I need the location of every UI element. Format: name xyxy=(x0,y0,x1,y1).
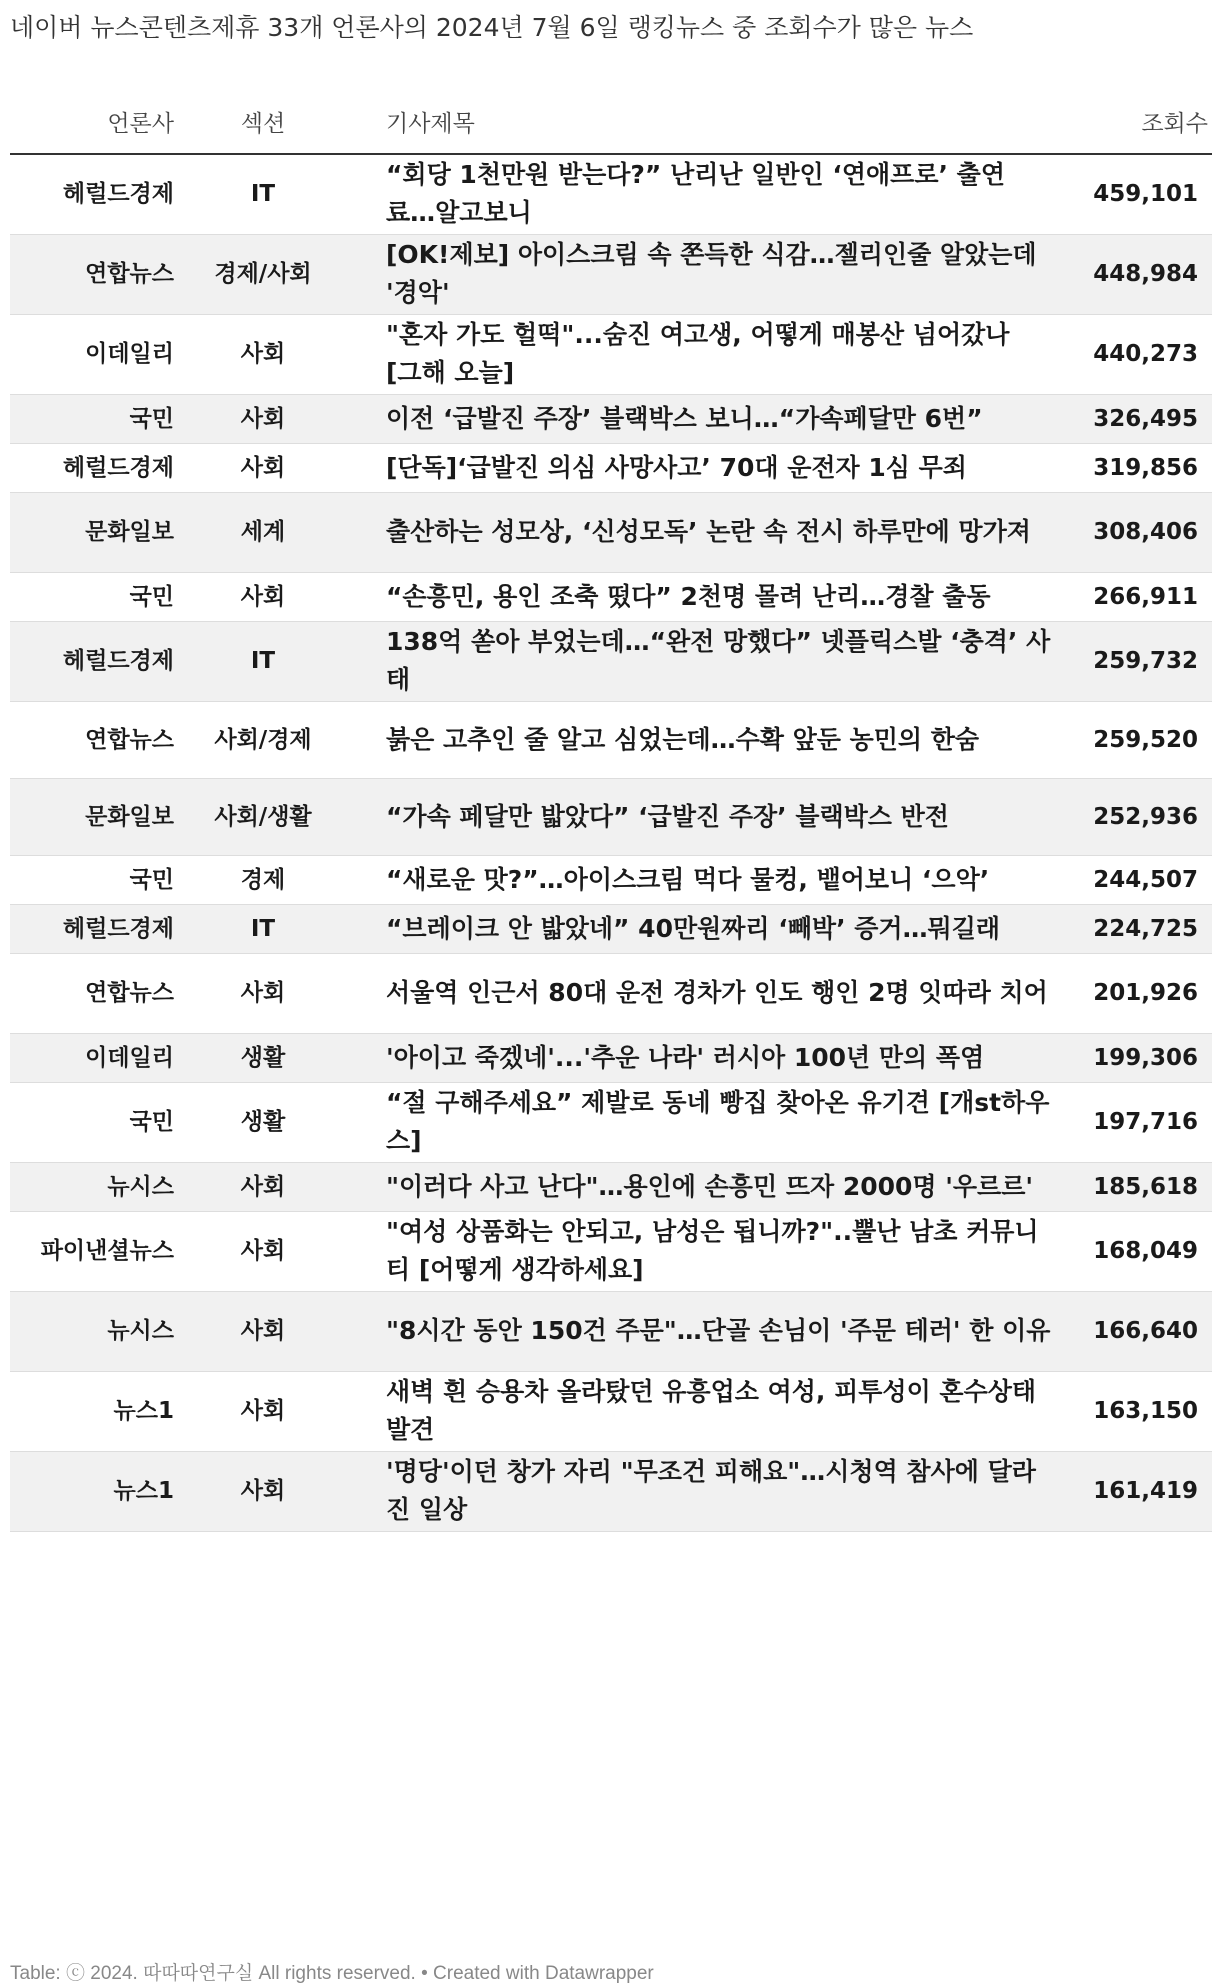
table-row xyxy=(10,904,1212,953)
table-row xyxy=(10,1451,1212,1531)
article-title-cell: 서울역 인근서 80대 운전 경차가 인도 행인 2명 잇따라 치어 xyxy=(352,953,1062,1033)
article-title-cell: “새로운 맛?”…아이스크림 먹다 물컹, 뱉어보니 ‘으악’ xyxy=(352,855,1062,904)
section-cell: 사회 xyxy=(174,1162,352,1211)
publisher-cell: 헤럴드경제 xyxy=(10,154,174,234)
table-row xyxy=(10,1082,1212,1162)
table-row xyxy=(10,1162,1212,1211)
table-row xyxy=(10,1211,1212,1291)
article-title-cell: 이전 ‘급발진 주장’ 블랙박스 보니…“가속페달만 6번” xyxy=(352,394,1062,443)
views-cell: 163,150 xyxy=(1062,1371,1212,1451)
table-header-row xyxy=(10,90,1212,154)
section-cell: IT xyxy=(174,904,352,953)
views-cell: 197,716 xyxy=(1062,1082,1212,1162)
section-cell: IT xyxy=(174,621,352,701)
ranking-table xyxy=(10,90,1212,1532)
section-cell: 사회/경제 xyxy=(174,701,352,778)
views-cell: 326,495 xyxy=(1062,394,1212,443)
publisher-cell: 헤럴드경제 xyxy=(10,621,174,701)
section-cell: 생활 xyxy=(174,1033,352,1082)
publisher-cell: 뉴스1 xyxy=(10,1371,174,1451)
views-cell: 440,273 xyxy=(1062,314,1212,394)
section-cell: 사회 xyxy=(174,394,352,443)
table-row xyxy=(10,1033,1212,1082)
section-cell: IT xyxy=(174,154,352,234)
section-cell: 경제 xyxy=(174,855,352,904)
article-title-cell: '아이고 죽겠네'...'추운 나라' 러시아 100년 만의 폭염 xyxy=(352,1033,1062,1082)
views-cell: 266,911 xyxy=(1062,572,1212,621)
article-title-cell: 138억 쏟아 부었는데…“완전 망했다” 넷플릭스발 ‘충격’ 사태 xyxy=(352,621,1062,701)
publisher-cell: 헤럴드경제 xyxy=(10,443,174,492)
publisher-cell: 뉴스1 xyxy=(10,1451,174,1531)
views-cell: 252,936 xyxy=(1062,778,1212,855)
publisher-cell: 국민 xyxy=(10,1082,174,1162)
table-row xyxy=(10,492,1212,572)
article-title-cell: 출산하는 성모상, ‘신성모독’ 논란 속 전시 하루만에 망가져 xyxy=(352,492,1062,572)
views-cell: 308,406 xyxy=(1062,492,1212,572)
section-cell: 사회 xyxy=(174,572,352,621)
views-cell: 224,725 xyxy=(1062,904,1212,953)
section-cell: 사회 xyxy=(174,1291,352,1371)
table-row xyxy=(10,1291,1212,1371)
views-cell: 168,049 xyxy=(1062,1211,1212,1291)
article-title-cell: 새벽 흰 승용차 올라탔던 유흥업소 여성, 피투성이 혼수상태 발견 xyxy=(352,1371,1062,1451)
section-cell: 사회 xyxy=(174,1371,352,1451)
section-cell: 세계 xyxy=(174,492,352,572)
table-row xyxy=(10,621,1212,701)
column-header-title[interactable]: 기사제목 xyxy=(352,90,1062,154)
page-title: 네이버 뉴스콘텐츠제휴 33개 언론사의 2024년 7월 6일 랭킹뉴스 중 조회수가 많은 뉴스 xyxy=(10,13,974,42)
views-cell: 459,101 xyxy=(1062,154,1212,234)
publisher-cell: 연합뉴스 xyxy=(10,701,174,778)
table-row xyxy=(10,701,1212,778)
table-row xyxy=(10,855,1212,904)
section-cell: 사회/생활 xyxy=(174,778,352,855)
section-cell: 사회 xyxy=(174,314,352,394)
publisher-cell: 연합뉴스 xyxy=(10,234,174,314)
table-row xyxy=(10,394,1212,443)
publisher-cell: 문화일보 xyxy=(10,492,174,572)
views-cell: 161,419 xyxy=(1062,1451,1212,1531)
article-title-cell: "8시간 동안 150건 주문"…단골 손님이 '주문 테러' 한 이유 xyxy=(352,1291,1062,1371)
article-title-cell: “손흥민, 용인 조축 떴다” 2천명 몰려 난리…경찰 출동 xyxy=(352,572,1062,621)
views-cell: 319,856 xyxy=(1062,443,1212,492)
article-title-cell: [단독]‘급발진 의심 사망사고’ 70대 운전자 1심 무죄 xyxy=(352,443,1062,492)
article-title-cell: "혼자 가도 헐떡"...숨진 여고생, 어떻게 매봉산 넘어갔나 [그해 오늘] xyxy=(352,314,1062,394)
views-cell: 259,732 xyxy=(1062,621,1212,701)
publisher-cell: 연합뉴스 xyxy=(10,953,174,1033)
views-cell: 259,520 xyxy=(1062,701,1212,778)
views-cell: 201,926 xyxy=(1062,953,1212,1033)
table-row xyxy=(10,1371,1212,1451)
publisher-cell: 국민 xyxy=(10,394,174,443)
section-cell: 사회 xyxy=(174,1211,352,1291)
article-title-cell: "여성 상품화는 안되고, 남성은 됩니까?"..뿔난 남초 커뮤니티 [어떻게 생각하세요] xyxy=(352,1211,1062,1291)
views-cell: 185,618 xyxy=(1062,1162,1212,1211)
publisher-cell: 국민 xyxy=(10,855,174,904)
table-row xyxy=(10,154,1212,234)
table-row xyxy=(10,314,1212,394)
table-body xyxy=(10,154,1212,1531)
column-header-section[interactable]: 섹션 xyxy=(174,90,352,154)
views-cell: 199,306 xyxy=(1062,1033,1212,1082)
publisher-cell: 뉴시스 xyxy=(10,1162,174,1211)
views-cell: 244,507 xyxy=(1062,855,1212,904)
section-cell: 경제/사회 xyxy=(174,234,352,314)
publisher-cell: 이데일리 xyxy=(10,1033,174,1082)
article-title-cell: [OK!제보] 아이스크림 속 쫀득한 식감…젤리인줄 알았는데 '경악' xyxy=(352,234,1062,314)
views-cell: 166,640 xyxy=(1062,1291,1212,1371)
article-title-cell: “브레이크 안 밟았네” 40만원짜리 ‘빼박’ 증거…뭐길래 xyxy=(352,904,1062,953)
section-cell: 생활 xyxy=(174,1082,352,1162)
article-title-cell: '명당'이던 창가 자리 "무조건 피해요"…시청역 참사에 달라진 일상 xyxy=(352,1451,1062,1531)
column-header-publisher[interactable]: 언론사 xyxy=(10,90,174,154)
section-cell: 사회 xyxy=(174,443,352,492)
table-row xyxy=(10,234,1212,314)
table-footer-credit: Table: ⓒ 2024. 따따따연구실 All rights reserved. • Created with Datawrapper xyxy=(10,1963,654,1984)
publisher-cell: 국민 xyxy=(10,572,174,621)
section-cell: 사회 xyxy=(174,953,352,1033)
table-row xyxy=(10,778,1212,855)
publisher-cell: 뉴시스 xyxy=(10,1291,174,1371)
views-cell: 448,984 xyxy=(1062,234,1212,314)
publisher-cell: 문화일보 xyxy=(10,778,174,855)
table-row xyxy=(10,953,1212,1033)
article-title-cell: "이러다 사고 난다"…용인에 손흥민 뜨자 2000명 '우르르' xyxy=(352,1162,1062,1211)
column-header-views[interactable]: 조회수 xyxy=(1062,90,1212,154)
section-cell: 사회 xyxy=(174,1451,352,1531)
article-title-cell: 붉은 고추인 줄 알고 심었는데…수확 앞둔 농민의 한숨 xyxy=(352,701,1062,778)
table-row xyxy=(10,572,1212,621)
article-title-cell: “가속 페달만 밟았다” ‘급발진 주장’ 블랙박스 반전 xyxy=(352,778,1062,855)
article-title-cell: “절 구해주세요” 제발로 동네 빵집 찾아온 유기견 [개st하우스] xyxy=(352,1082,1062,1162)
table-row xyxy=(10,443,1212,492)
article-title-cell: “회당 1천만원 받는다?” 난리난 일반인 ‘연애프로’ 출연료…알고보니 xyxy=(352,154,1062,234)
publisher-cell: 헤럴드경제 xyxy=(10,904,174,953)
publisher-cell: 이데일리 xyxy=(10,314,174,394)
publisher-cell: 파이낸셜뉴스 xyxy=(10,1211,174,1291)
